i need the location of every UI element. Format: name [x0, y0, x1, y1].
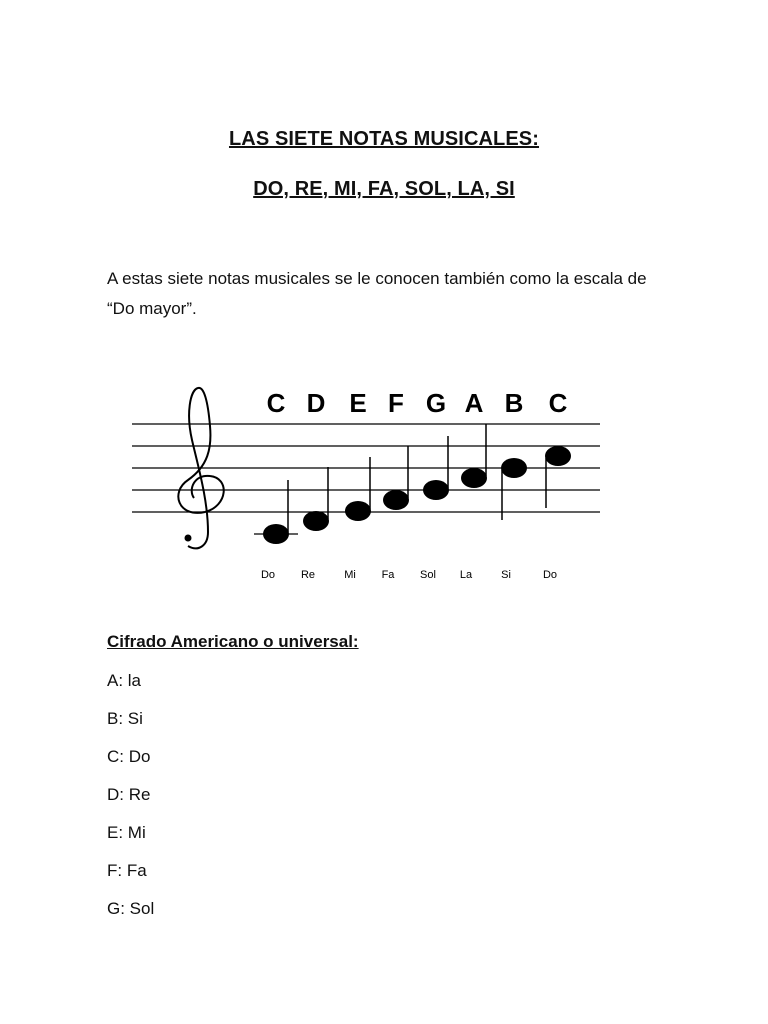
- intro-paragraph: A estas siete notas musicales se le conocen también como la escala de “Do mayor”.: [107, 269, 647, 318]
- note-head: [345, 501, 371, 521]
- cifrado-heading: Cifrado Americano o universal:: [107, 632, 359, 651]
- solfege-label: Do: [260, 569, 276, 581]
- list-item: C: Do: [107, 747, 151, 766]
- note-head: [303, 511, 329, 531]
- note-head: [545, 446, 571, 466]
- note-letter: F: [388, 388, 404, 418]
- note-head: [263, 524, 289, 544]
- list-item: E: Mi: [107, 823, 146, 842]
- solfege-label: Sol: [420, 569, 436, 581]
- note-letter: A: [464, 388, 484, 418]
- note-head: [501, 458, 527, 478]
- title-line-1: LAS SIETE NOTAS MUSICALES:: [228, 128, 540, 150]
- note-letter: C: [266, 388, 286, 418]
- note-head: [461, 468, 487, 488]
- note-letter: G: [425, 388, 447, 418]
- list-item: B: Si: [107, 709, 143, 728]
- list-item: A: la: [107, 671, 142, 690]
- solfege-label: Re: [300, 569, 316, 581]
- solfege-label: Fa: [381, 569, 395, 581]
- title-line-2: DO, RE, MI, FA, SOL, LA, SI: [253, 178, 515, 200]
- cifrado-list: [107, 670, 154, 936]
- list-item: F: Fa: [107, 861, 147, 880]
- note-letter: C: [548, 388, 568, 418]
- note-head: [423, 480, 449, 500]
- list-item: D: Re: [107, 785, 151, 804]
- staff-lines: [132, 424, 600, 512]
- solfege-label: Do: [542, 569, 558, 581]
- note-letter: E: [349, 388, 367, 418]
- note-head: [383, 490, 409, 510]
- solfege-label: La: [459, 569, 473, 581]
- note-letter: B: [504, 388, 524, 418]
- list-item: G: Sol: [107, 899, 155, 918]
- solfege-label: Si: [501, 569, 511, 581]
- note-letter: D: [306, 388, 326, 418]
- solfege-label: Mi: [344, 569, 356, 581]
- music-staff-figure: [128, 380, 608, 590]
